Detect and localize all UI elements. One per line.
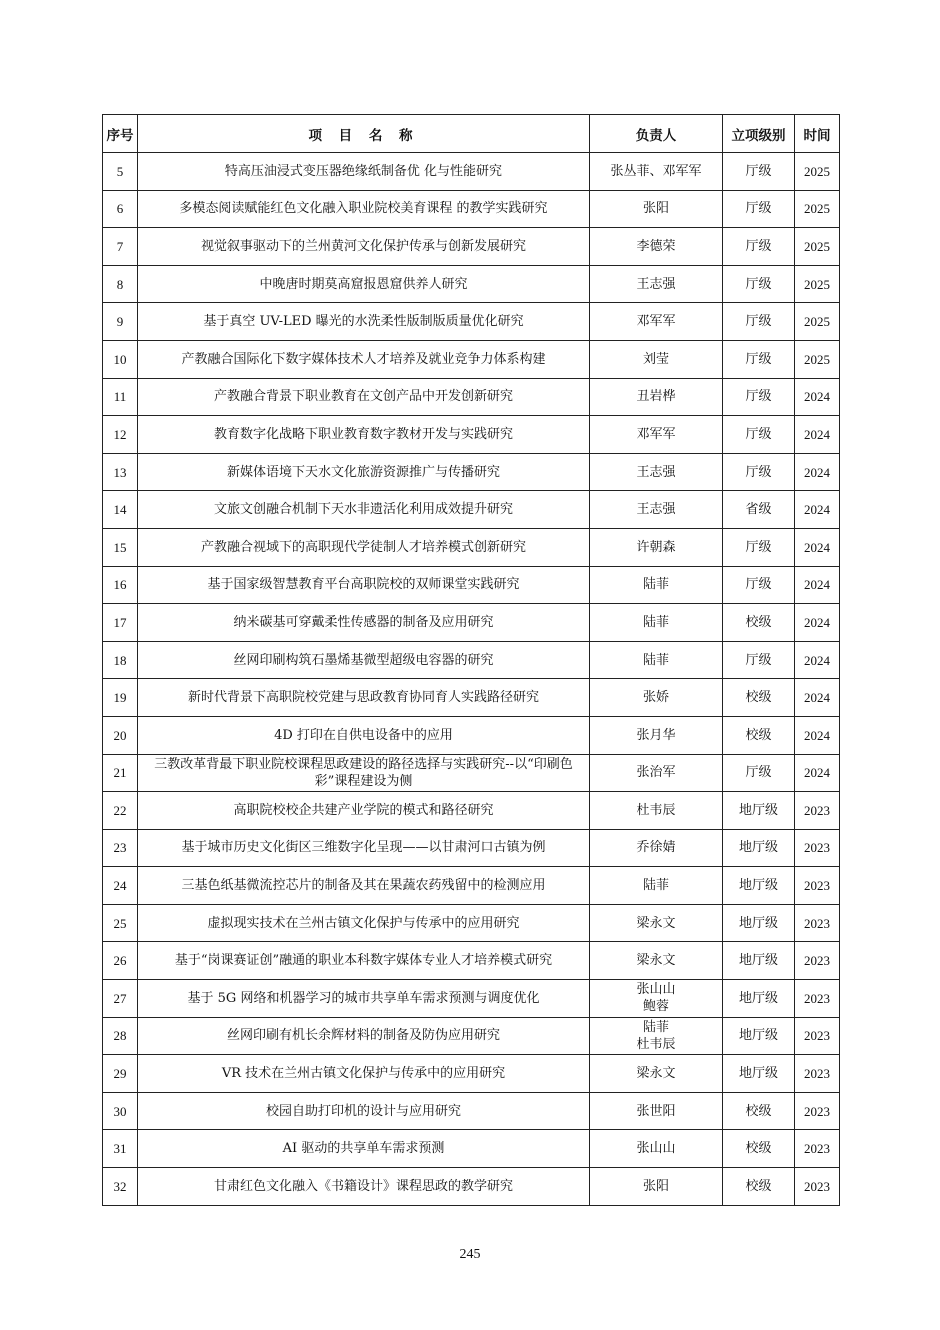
project-level: 校级 [723, 716, 795, 754]
table-row [103, 641, 840, 679]
table-row [103, 754, 840, 792]
project-level: 校级 [723, 679, 795, 717]
project-year: 2023 [795, 942, 840, 980]
project-level: 校级 [723, 1092, 795, 1130]
row-number: 22 [103, 792, 138, 830]
table-row [103, 829, 840, 867]
header-level: 立项级别 [723, 115, 795, 153]
investigator-name: 张治军 [636, 765, 676, 781]
investigator-name: 陆菲 [642, 652, 669, 668]
table-row [103, 792, 840, 830]
project-year: 2025 [795, 190, 840, 228]
row-number: 26 [103, 942, 138, 980]
principal-investigator [590, 1055, 723, 1093]
row-number: 19 [103, 679, 138, 717]
table-row [103, 303, 840, 341]
project-name: 多模态阅读赋能红色文化融入职业院校美育课程 的教学实践研究 [138, 190, 590, 228]
project-level: 地厅级 [723, 904, 795, 942]
project-name: 基于城市历史文化街区三维数字化呈现——以甘肃河口古镇为例 [138, 829, 590, 867]
project-name: 基于“岗课赛证创”融通的职业本科数字媒体专业人才培养模式研究 [138, 942, 590, 980]
investigator-name: 邓军军 [636, 314, 676, 330]
row-number: 7 [103, 228, 138, 266]
principal-investigator [590, 867, 723, 905]
row-number: 5 [103, 153, 138, 191]
project-year: 2025 [795, 228, 840, 266]
principal-investigator [590, 792, 723, 830]
project-level: 地厅级 [723, 829, 795, 867]
project-year: 2023 [795, 1092, 840, 1130]
row-number: 9 [103, 303, 138, 341]
principal-investigator [590, 641, 723, 679]
project-level: 厅级 [723, 566, 795, 604]
project-year: 2023 [795, 829, 840, 867]
row-number: 12 [103, 416, 138, 454]
investigator-name: 李德荣 [636, 238, 676, 254]
principal-investigator [590, 228, 723, 266]
investigator-name: 陆菲 [642, 614, 669, 630]
principal-investigator [590, 754, 723, 792]
project-level: 厅级 [723, 378, 795, 416]
principal-investigator [590, 942, 723, 980]
investigator-name: 张月华 [636, 727, 676, 743]
project-year: 2023 [795, 1130, 840, 1168]
project-level: 地厅级 [723, 792, 795, 830]
row-number: 6 [103, 190, 138, 228]
page-number: 245 [459, 1247, 481, 1262]
project-year: 2023 [795, 1168, 840, 1206]
row-number: 16 [103, 566, 138, 604]
project-year: 2024 [795, 378, 840, 416]
principal-investigator [590, 453, 723, 491]
project-year: 2024 [795, 604, 840, 642]
project-level: 厅级 [723, 303, 795, 341]
project-year: 2023 [795, 980, 840, 1018]
investigator-name: 张阳 [642, 201, 669, 217]
project-year: 2023 [795, 1017, 840, 1055]
project-name: 纳米碳基可穿戴柔性传感器的制备及应用研究 [138, 604, 590, 642]
row-number: 31 [103, 1130, 138, 1168]
table-row [103, 867, 840, 905]
table-row [103, 1168, 840, 1206]
investigator-name: 张世阳 [636, 1103, 676, 1119]
project-year: 2024 [795, 491, 840, 529]
project-name: 中晚唐时期莫高窟报恩窟供养人研究 [138, 265, 590, 303]
row-number: 11 [103, 378, 138, 416]
investigator-name: 乔徐婧 [636, 840, 676, 856]
table-row [103, 528, 840, 566]
row-number: 18 [103, 641, 138, 679]
project-name: 视觉叙事驱动下的兰州黄河文化保护传承与创新发展研究 [138, 228, 590, 266]
principal-investigator [590, 566, 723, 604]
row-number: 30 [103, 1092, 138, 1130]
project-year: 2025 [795, 153, 840, 191]
project-level: 地厅级 [723, 1017, 795, 1055]
table-row [103, 604, 840, 642]
header-year: 时间 [795, 115, 840, 153]
investigator-name: 陆菲 [642, 878, 669, 894]
project-level: 厅级 [723, 641, 795, 679]
investigator-name: 刘莹 [642, 351, 669, 367]
principal-investigator [590, 1017, 723, 1055]
principal-investigator [590, 679, 723, 717]
project-name: 产教融合国际化下数字媒体技术人才培养及就业竞争力体系构建 [138, 340, 590, 378]
investigator-name: 陆菲 [642, 577, 669, 593]
project-year: 2024 [795, 528, 840, 566]
investigator-name: 邓军军 [636, 426, 676, 442]
investigator-name: 陆菲 [642, 1019, 669, 1035]
investigator-name: 梁永文 [636, 915, 676, 931]
project-level: 厅级 [723, 453, 795, 491]
project-level: 地厅级 [723, 867, 795, 905]
principal-investigator [590, 528, 723, 566]
investigator-name: 张山山 [636, 1141, 676, 1157]
table-row [103, 228, 840, 266]
project-level: 地厅级 [723, 1055, 795, 1093]
row-number: 27 [103, 980, 138, 1018]
principal-investigator [590, 416, 723, 454]
project-year: 2025 [795, 265, 840, 303]
row-number: 23 [103, 829, 138, 867]
table-row [103, 904, 840, 942]
project-name: 丝网印刷构筑石墨烯基微型超级电容器的研究 [138, 641, 590, 679]
project-year: 2023 [795, 867, 840, 905]
header-name: 项 目 名 称 [138, 115, 590, 153]
project-name: 新媒体语境下天水文化旅游资源推广与传播研究 [138, 453, 590, 491]
table-row [103, 1017, 840, 1055]
project-name: 虚拟现实技术在兰州古镇文化保护与传承中的应用研究 [138, 904, 590, 942]
project-name: VR 技术在兰州古镇文化保护与传承中的应用研究 [138, 1055, 590, 1093]
row-number: 14 [103, 491, 138, 529]
principal-investigator [590, 829, 723, 867]
row-number: 20 [103, 716, 138, 754]
project-year: 2023 [795, 792, 840, 830]
project-name: 文旅文创融合机制下天水非遗活化利用成效提升研究 [138, 491, 590, 529]
row-number: 10 [103, 340, 138, 378]
project-name: 特高压油浸式变压器绝缘纸制备优 化与性能研究 [138, 153, 590, 191]
project-name: 高职院校校企共建产业学院的模式和路径研究 [138, 792, 590, 830]
header-person: 负责人 [590, 115, 723, 153]
principal-investigator [590, 378, 723, 416]
project-name: 新时代背景下高职院校党建与思政教育协同育人实践路径研究 [138, 679, 590, 717]
project-name: 4D 打印在自供电设备中的应用 [138, 716, 590, 754]
principal-investigator [590, 265, 723, 303]
project-level: 厅级 [723, 190, 795, 228]
project-year: 2024 [795, 453, 840, 491]
table-row [103, 679, 840, 717]
investigator-name: 杜韦辰 [636, 802, 676, 818]
table-row [103, 980, 840, 1018]
project-name: 基于 5G 网络和机器学习的城市共享单车需求预测与调度优化 [138, 980, 590, 1018]
project-level: 厅级 [723, 754, 795, 792]
header-num: 序号 [103, 115, 138, 153]
table-row [103, 1055, 840, 1093]
principal-investigator [590, 716, 723, 754]
row-number: 28 [103, 1017, 138, 1055]
project-level: 厅级 [723, 153, 795, 191]
project-level: 校级 [723, 604, 795, 642]
investigator-name: 丑岩桦 [636, 389, 676, 405]
table-row [103, 416, 840, 454]
investigator-name: 张娇 [642, 690, 669, 706]
table-row [103, 378, 840, 416]
row-number: 24 [103, 867, 138, 905]
project-name: 产教融合背景下职业教育在文创产品中开发创新研究 [138, 378, 590, 416]
project-name: 三基色纸基微流控芯片的制备及其在果蔬农药残留中的检测应用 [138, 867, 590, 905]
row-number: 17 [103, 604, 138, 642]
investigator-name: 王志强 [636, 464, 676, 480]
row-number: 29 [103, 1055, 138, 1093]
investigator-name: 张阳 [642, 1178, 669, 1194]
table-row [103, 153, 840, 191]
project-year: 2024 [795, 754, 840, 792]
project-name: 甘肃红色文化融入《书籍设计》课程思政的教学研究 [138, 1168, 590, 1206]
project-level: 地厅级 [723, 980, 795, 1018]
project-year: 2024 [795, 716, 840, 754]
investigator-name: 杜韦辰 [636, 1036, 676, 1052]
investigator-name: 梁永文 [636, 1066, 676, 1082]
project-level: 地厅级 [723, 942, 795, 980]
project-level: 厅级 [723, 528, 795, 566]
principal-investigator [590, 1168, 723, 1206]
project-year: 2024 [795, 641, 840, 679]
principal-investigator [590, 340, 723, 378]
project-name: 三教改革背最下职业院校课程思政建设的路径选择与实践研究--以“印刷色彩”课程建设为侧 [138, 754, 590, 792]
project-name: 产教融合视域下的高职现代学徒制人才培养模式创新研究 [138, 528, 590, 566]
project-year: 2024 [795, 566, 840, 604]
row-number: 8 [103, 265, 138, 303]
table-row [103, 453, 840, 491]
project-level: 厅级 [723, 416, 795, 454]
principal-investigator [590, 303, 723, 341]
table-row [103, 1092, 840, 1130]
row-number: 21 [103, 754, 138, 792]
project-table [102, 114, 840, 1206]
table-row [103, 942, 840, 980]
project-year: 2023 [795, 904, 840, 942]
investigator-name: 王志强 [636, 502, 676, 518]
project-year: 2025 [795, 340, 840, 378]
investigator-name: 王志强 [636, 276, 676, 292]
principal-investigator [590, 904, 723, 942]
project-year: 2024 [795, 679, 840, 717]
investigator-name: 张丛菲、邓军军 [610, 163, 702, 179]
project-name: 丝网印刷有机长余辉材料的制备及防伪应用研究 [138, 1017, 590, 1055]
project-level: 厅级 [723, 265, 795, 303]
investigator-name: 许朝森 [636, 539, 676, 555]
table-row [103, 190, 840, 228]
project-year: 2023 [795, 1055, 840, 1093]
principal-investigator [590, 1092, 723, 1130]
row-number: 13 [103, 453, 138, 491]
table-header-row [103, 115, 840, 153]
project-level: 校级 [723, 1130, 795, 1168]
principal-investigator [590, 980, 723, 1018]
project-name: 基于真空 UV-LED 曝光的水洗柔性版制版质量优化研究 [138, 303, 590, 341]
investigator-name: 张山山 [636, 982, 676, 998]
project-name: 教育数字化战略下职业教育数字教材开发与实践研究 [138, 416, 590, 454]
project-name: 基于国家级智慧教育平台高职院校的双师课堂实践研究 [138, 566, 590, 604]
investigator-name: 梁永文 [636, 953, 676, 969]
principal-investigator [590, 190, 723, 228]
principal-investigator [590, 153, 723, 191]
project-level: 厅级 [723, 228, 795, 266]
row-number: 15 [103, 528, 138, 566]
project-level: 厅级 [723, 340, 795, 378]
principal-investigator [590, 1130, 723, 1168]
principal-investigator [590, 604, 723, 642]
project-level: 省级 [723, 491, 795, 529]
investigator-name: 鲍蓉 [642, 999, 669, 1015]
project-year: 2025 [795, 303, 840, 341]
project-level: 校级 [723, 1168, 795, 1206]
table-row [103, 491, 840, 529]
project-name: 校园自助打印机的设计与应用研究 [138, 1092, 590, 1130]
project-name: AI 驱动的共享单车需求预测 [138, 1130, 590, 1168]
row-number: 25 [103, 904, 138, 942]
table-row [103, 340, 840, 378]
table-row [103, 265, 840, 303]
row-number: 32 [103, 1168, 138, 1206]
table-row [103, 716, 840, 754]
table-row [103, 1130, 840, 1168]
table-row [103, 566, 840, 604]
principal-investigator [590, 491, 723, 529]
project-year: 2024 [795, 416, 840, 454]
table-body [103, 153, 840, 1206]
